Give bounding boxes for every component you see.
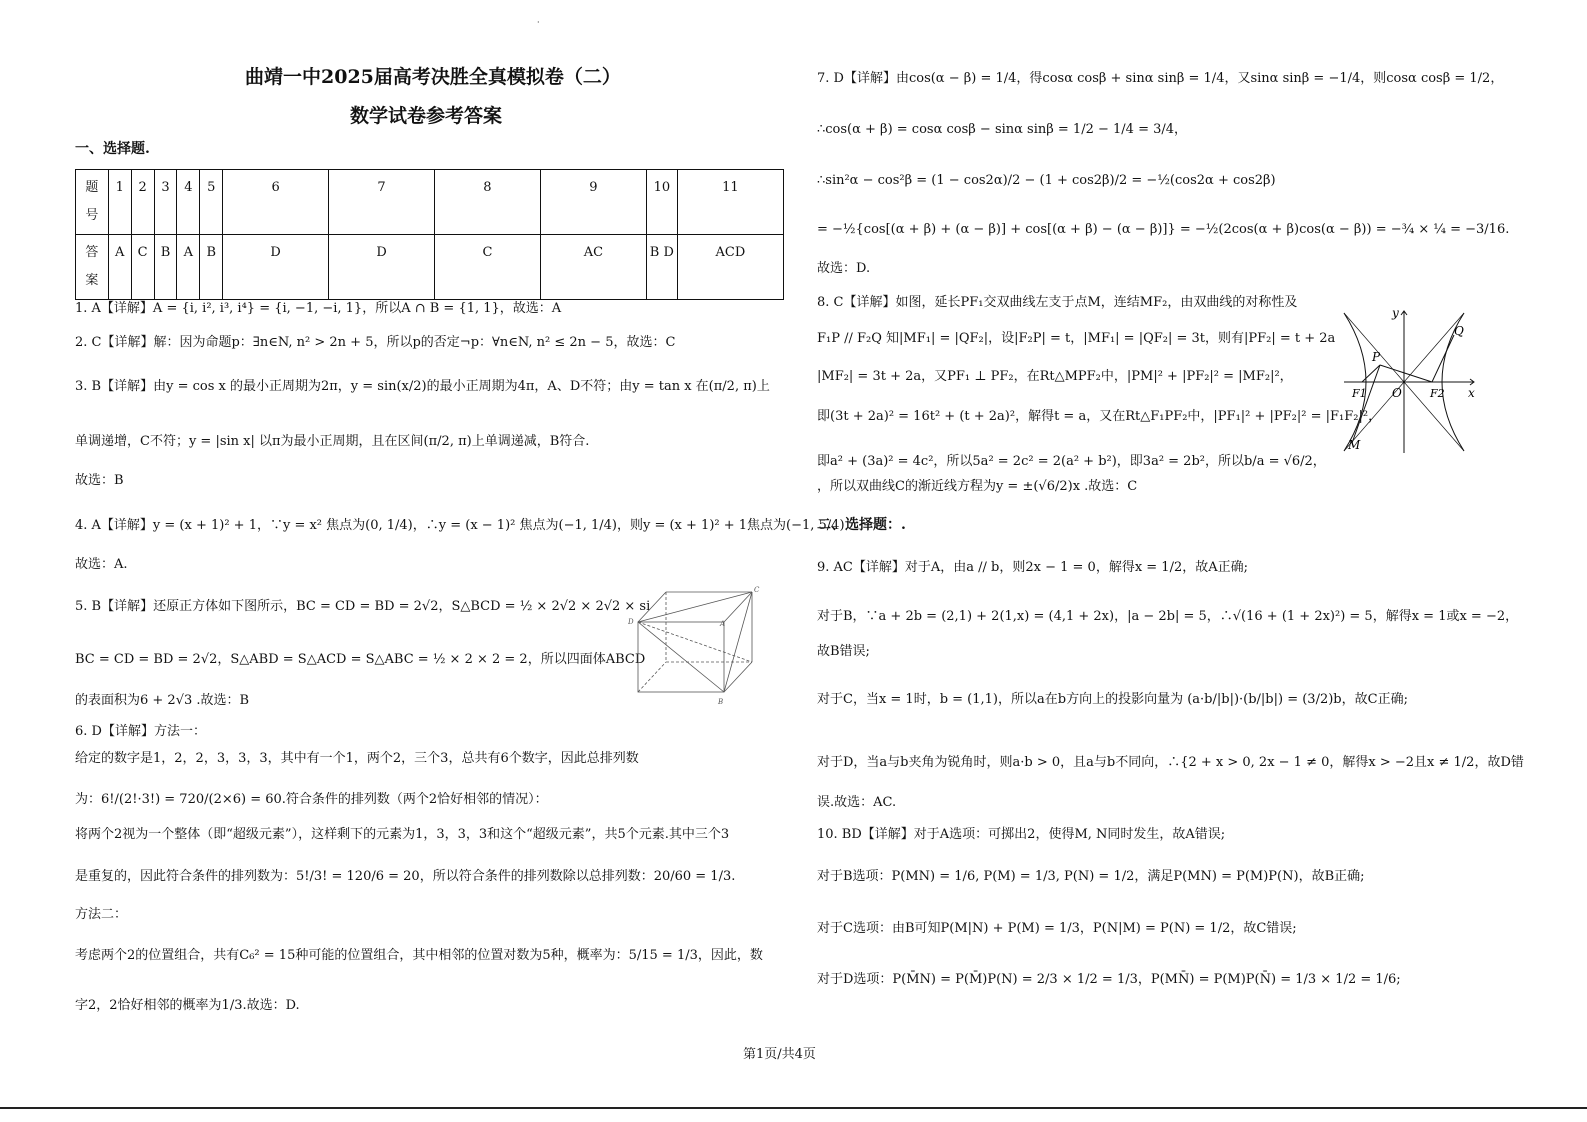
answer-q3-line3: 故选：B — [75, 473, 124, 488]
answer-q8-line6: ，所以双曲线C的渐近线方程为y = ±(√6/2)x .故选：C — [817, 479, 1138, 494]
cube-label-a: A — [720, 620, 726, 628]
table-cell: 9 — [540, 170, 646, 235]
row-header-answer: 答 案 — [76, 235, 109, 300]
row-header-number: 题 号 — [76, 170, 109, 235]
table-cell: 11 — [677, 170, 783, 235]
table-cell: B — [154, 235, 177, 300]
table-cell: 6 — [223, 170, 329, 235]
label-f2: F2 — [1430, 387, 1445, 400]
answer-q5-line1: 5. B【详解】还原正方体如下图所示，BC = CD = BD = 2√2，S△BCD = ½ × 2√2 × 2√2 × si — [75, 599, 651, 614]
answer-q7-line5: 故选：D. — [817, 261, 871, 276]
table-cell: A — [177, 235, 200, 300]
answer-q6-line4: 将两个2视为一个整体（即“超级元素”），这样剩下的元素为1，3，3，3和这个“超级元素”，共5个元素.其中三个3 — [75, 827, 730, 842]
answer-q7-line2: ∴cos(α + β) = cosα cosβ − sinα sinβ = 1/2 − 1/4 = 3/4， — [817, 122, 1188, 137]
table-cell: B — [200, 235, 223, 300]
answer-q5-line3: 的表面积为6 + 2√3 .故选：B — [75, 693, 250, 708]
answer-q9-line1: 9. AC【详解】对于A，由a // b，则2x − 1 = 0，解得x = 1/2，故A正确; — [817, 560, 1248, 575]
answer-q4-line1: 4. A【详解】y = (x + 1)² + 1，∵y = x² 焦点为(0, 1/4)，∴y = (x − 1)² 焦点为(−1, 1/4)，则y = (x + 1)² + 1焦点为(−1, 5/4) — [75, 518, 845, 533]
bottom-border — [0, 1107, 1587, 1109]
table-cell: B D — [646, 235, 677, 300]
answer-q7-line4: = −½{cos[(α + β) + (α − β)] + cos[(α + β) − (α − β)]} = −½(2cos(α + β)cos(α − β)) = −¾ × ¼ = −3/16. — [817, 222, 1510, 237]
table-cell: 3 — [154, 170, 177, 235]
answer-q6-line3: 为：6!/(2!·3!) = 720/(2×6) = 60.符合条件的排列数（两个2恰好相邻的情况）： — [75, 792, 548, 807]
label-y: y — [1392, 306, 1399, 320]
section-heading-choice2: 二、选择题：. — [817, 517, 906, 533]
answer-q10-line4: 对于D选项：P(M̄N) = P(M̄)P(N) = 2/3 × 1/2 = 1/3，P(MN̄) = P(M)P(N̄) = 1/3 × 1/2 = 1/6; — [817, 972, 1401, 987]
answer-q8-line5: 即a² + (3a)² = 4c²，所以5a² = 2c² = 2(a² + b²)，即3a² = 2b²，所以b/a = √6/2， — [817, 454, 1326, 469]
answer-q9-line3: 故B错误; — [817, 644, 870, 659]
answer-q8-line3: |MF₂| = 3t + 2a，又PF₁ ⊥ PF₂，在Rt△MPF₂中，|PM|² + |PF₂|² = |MF₂|²， — [817, 369, 1293, 384]
answer-q8-line4: 即(3t + 2a)² = 16t² + (t + 2a)²，解得t = a，又在Rt△F₁PF₂中，|PF₁|² + |PF₂|² = |F₁F₂|²， — [817, 409, 1382, 424]
label-f1: F1 — [1352, 387, 1367, 400]
answer-q6-line8: 字2，2恰好相邻的概率为1/3.故选：D. — [75, 998, 300, 1013]
table-cell: C — [434, 235, 540, 300]
table-row-answers — [76, 235, 784, 300]
table-cell: 10 — [646, 170, 677, 235]
table-cell: D — [223, 235, 329, 300]
answer-table — [75, 169, 784, 300]
label-q: Q — [1454, 324, 1464, 338]
cube-label-c: C — [754, 586, 760, 594]
answer-q7-line3: ∴sin²α − cos²β = (1 − cos2α)/2 − (1 + cos2β)/2 = −½(cos2α + cos2β) — [817, 173, 1276, 188]
table-cell: 5 — [200, 170, 223, 235]
table-cell: A — [108, 235, 131, 300]
answer-q2: 2. C【详解】解：因为命题p：∃n∈N, n² > 2n + 5，所以p的否定¬p：∀n∈N, n² ≤ 2n − 5，故选：C — [75, 335, 676, 350]
section-heading-choice: 一、选择题. — [75, 141, 150, 157]
answer-q8-line2: F₁P // F₂Q 知|MF₁| = |QF₂|，设|F₂P| = t，|MF₁| = |QF₂| = 3t，则有|PF₂| = t + 2a — [817, 331, 1336, 346]
cube-label-d: D — [628, 618, 634, 626]
answer-q10-line2: 对于B选项：P(MN) = 1/6, P(M) = 1/3, P(N) = 1/2，满足P(MN) = P(M)P(N)，故B正确; — [817, 869, 1365, 884]
page-subtitle: 数学试卷参考答案 — [350, 105, 503, 127]
cube-label-b: B — [718, 698, 724, 706]
answer-q7-line1: 7. D【详解】由cos(α − β) = 1/4，得cosα cosβ + sinα sinβ = 1/4，又sinα sinβ = −1/4，则cosα cosβ = 1/2， — [817, 71, 1504, 86]
answer-q1: 1. A【详解】A = {i, i², i³, i⁴} = {i, −1, −i, 1}，所以A ∩ B = {1, 1}，故选：A — [75, 301, 562, 316]
table-cell: D — [329, 235, 435, 300]
table-cell: 1 — [108, 170, 131, 235]
answer-q6-line2: 给定的数字是1，2，2，3，3，3，其中有一个1，两个2，三个3，总共有6个数字，因此总排列数 — [75, 751, 639, 766]
answer-q3-line2: 单调递增，C不符；y = |sin x| 以π为最小正周期，且在区间(π/2, π)上单调递减，B符合. — [75, 434, 590, 449]
page-title: 曲靖一中2025届高考决胜全真模拟卷（二） — [245, 66, 621, 88]
table-cell: 2 — [131, 170, 154, 235]
table-cell: C — [131, 235, 154, 300]
answer-q9-line4: 对于C，当x = 1时，b = (1,1)，所以a在b方向上的投影向量为 (a·b/|b|)·(b/|b|) = (3/2)b，故C正确; — [817, 692, 1408, 707]
answer-q6-line7: 考虑两个2的位置组合，共有C₆² = 15种可能的位置组合，其中相邻的位置对数为5种，概率为：5/15 = 1/3，因此，数 — [75, 948, 763, 963]
table-row-numbers — [76, 170, 784, 235]
answer-q5-line2: BC = CD = BD = 2√2，S△ABD = S△ACD = S△ABC = ½ × 2 × 2 = 2，所以四面体ABCD — [75, 652, 646, 667]
answer-q6-line5: 是重复的，因此符合条件的排列数为：5!/3! = 120/6 = 20，所以符合条件的排列数除以总排列数：20/60 = 1/3. — [75, 869, 736, 884]
answer-q9-line2: 对于B，∵a + 2b = (2,1) + 2(1,x) = (4,1 + 2x)，|a − 2b| = 5，∴√(16 + (1 + 2x)²) = 5，解得x = 1或x = −2， — [817, 609, 1519, 624]
label-o: O — [1392, 386, 1402, 400]
table-cell: 8 — [434, 170, 540, 235]
page-number: 第1页/共4页 — [743, 1047, 816, 1062]
label-x: x — [1468, 386, 1475, 400]
answer-q9-line5: 对于D，当a与b夹角为锐角时，则a·b > 0，且a与b不同向，∴{2 + x > 0, 2x − 1 ≠ 0，解得x > −2且x ≠ 1/2，故D错 — [817, 755, 1524, 770]
table-cell: ACD — [677, 235, 783, 300]
table-cell: 4 — [177, 170, 200, 235]
answer-q8-line1: 8. C【详解】如图，延长PF₁交双曲线左支于点M，连结MF₂，由双曲线的对称性及 — [817, 295, 1298, 310]
table-cell: AC — [540, 235, 646, 300]
label-m: M — [1348, 438, 1361, 452]
answer-q4-line2: 故选：A. — [75, 557, 128, 572]
hyperbola-figure — [1342, 305, 1482, 455]
cube-figure — [628, 584, 768, 708]
answer-q9-line6: 误.故选：AC. — [817, 795, 897, 810]
answer-q3-line1: 3. B【详解】由y = cos x 的最小正周期为2π，y = sin(x/2)的最小正周期为4π，A、D不符；由y = tan x 在(π/2, π)上 — [75, 379, 770, 394]
answer-q10-line3: 对于C选项：由B可知P(M|N) + P(M) = 1/3，P(N|M) = P(N) = 1/2，故C错误; — [817, 921, 1297, 936]
answer-q10-line1: 10. BD【详解】对于A选项：可掷出2，使得M, N同时发生，故A错误; — [817, 827, 1226, 842]
answer-q6-line1: 6. D【详解】方法一： — [75, 724, 206, 739]
dot-mark: · — [537, 18, 540, 27]
label-p: P — [1372, 350, 1381, 364]
table-cell: 7 — [329, 170, 435, 235]
answer-q6-line6: 方法二： — [75, 907, 128, 922]
